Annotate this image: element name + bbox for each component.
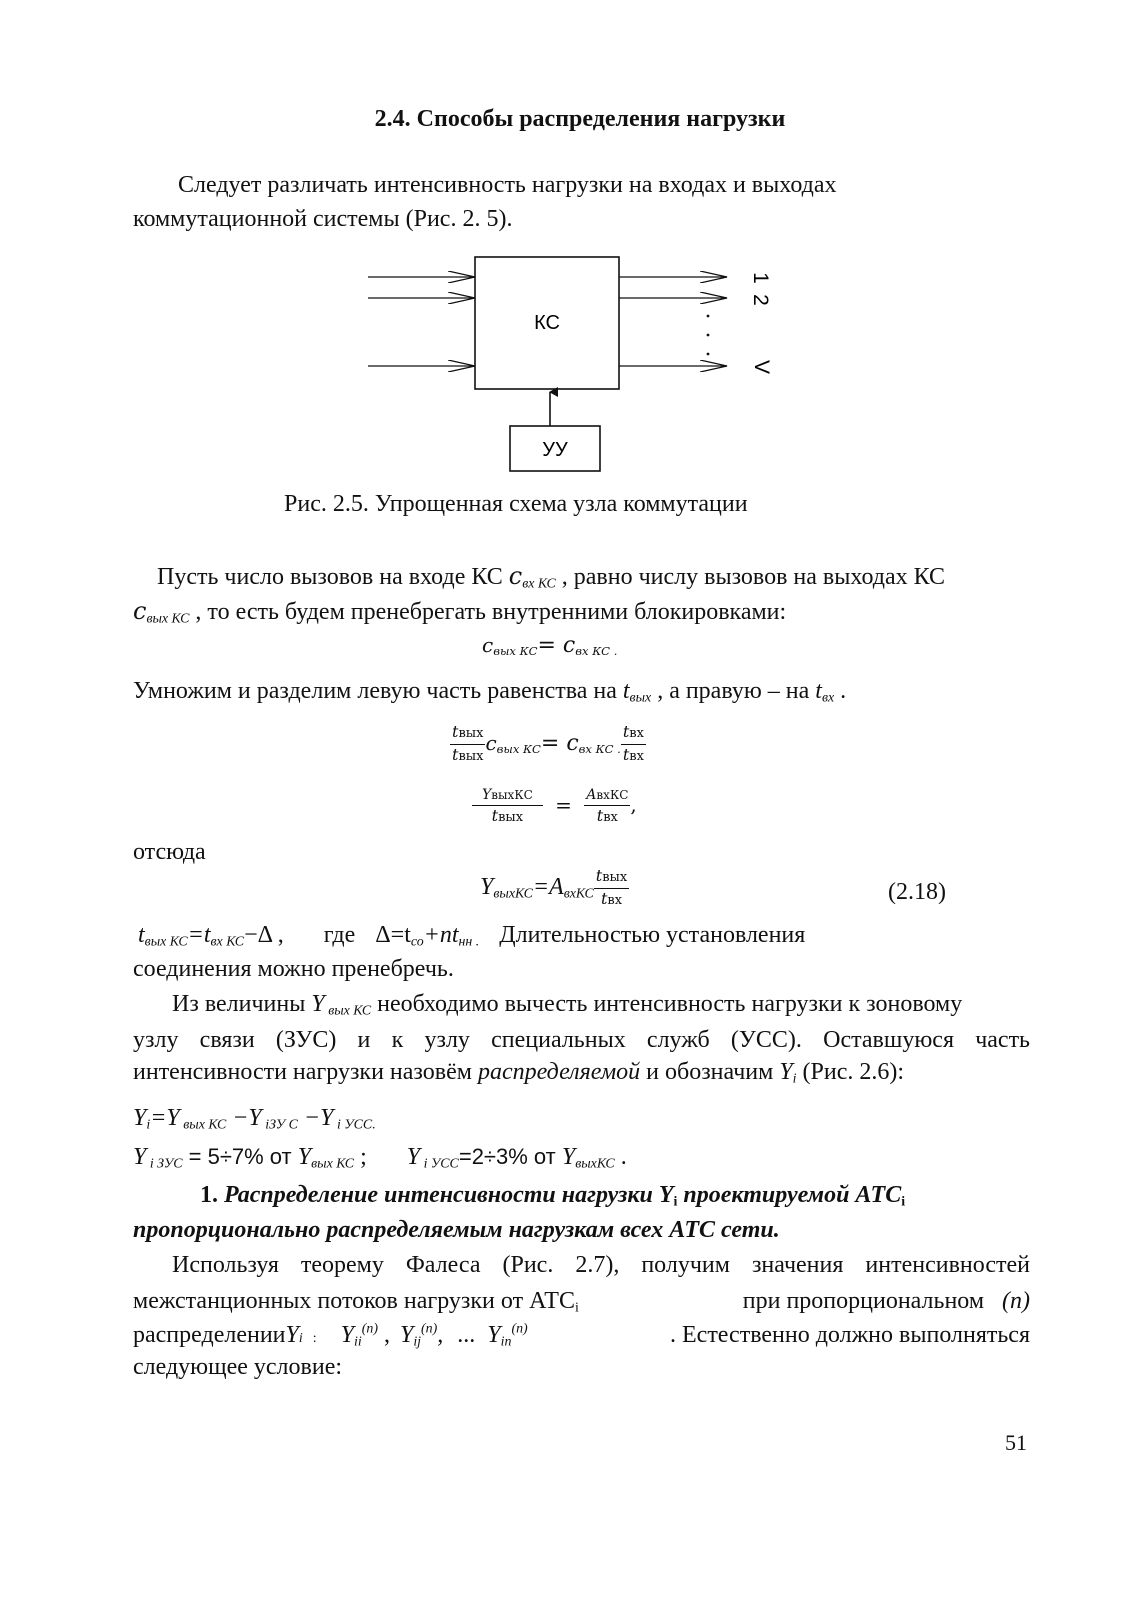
equation-2 <box>450 722 646 767</box>
subscript: КС <box>609 788 629 802</box>
subscript: i <box>574 1300 579 1316</box>
symbol: Y <box>482 787 492 803</box>
subscript: вых КС <box>324 1003 372 1019</box>
symbol: t <box>600 889 608 908</box>
equals-sign: = <box>555 792 572 817</box>
subscript: со <box>410 934 424 950</box>
para5-line-1: Используя теорему Фалеса (Рис. 2.7), получим значения интенсивностей <box>172 1252 1030 1278</box>
switching-system-label: КС <box>534 312 560 334</box>
y-in <box>487 1318 527 1352</box>
text: где <box>323 922 356 948</box>
text: Из величины <box>172 991 312 1017</box>
text: , <box>437 1322 444 1348</box>
symbol: Y <box>487 1322 501 1348</box>
text: межстанционных потоков нагрузки от АТС <box>133 1288 575 1314</box>
subscript: вых <box>629 690 652 706</box>
equation-1 <box>482 630 617 661</box>
symbol: Y <box>406 1144 421 1170</box>
subscript: вых КС <box>496 741 541 756</box>
subscript: вых <box>498 810 524 825</box>
text <box>133 1284 579 1318</box>
text: . <box>834 678 847 704</box>
emphasis: распределяемой <box>477 1059 641 1085</box>
text: (n) <box>1002 1288 1030 1314</box>
para4-line-1 <box>172 989 962 1019</box>
subscript: выхКС <box>493 886 533 902</box>
intro-line-1: Следует различать интенсивность нагрузки на входах и выходах <box>178 172 837 198</box>
equation-5 <box>133 1103 376 1133</box>
subscript: вх <box>603 810 618 825</box>
equation-6 <box>133 1142 627 1172</box>
subscript: вых КС <box>146 611 190 627</box>
fraction <box>594 866 629 911</box>
intro-line-2: коммутационной системы (Рис. 2. 5). <box>133 206 513 232</box>
subscript: вых КС <box>311 1156 355 1172</box>
method-1-heading-line-1 <box>200 1179 905 1211</box>
symbol: = c <box>537 633 576 658</box>
symbol: Y <box>285 1322 299 1348</box>
symbol: Δ=t <box>375 922 411 948</box>
symbol: Y <box>779 1059 793 1085</box>
symbol: +nt <box>423 922 459 948</box>
subscript: i ЗУС <box>146 1156 183 1172</box>
dot <box>707 353 710 356</box>
subscript: вх <box>629 749 644 764</box>
equation-3 <box>472 784 637 828</box>
symbol: t <box>452 722 459 741</box>
subscript: вых <box>458 749 484 764</box>
para5-line-3: распределении Y i : $Y_{ii}^{(n)}$ , $Y_{ij}^{(n)}$, ... $Y_{in}^{(n)}$ . Естественно должно выполняться <box>133 1318 1030 1356</box>
para4-line-3 <box>133 1057 904 1087</box>
text: . <box>614 1144 627 1170</box>
text: Умножим и разделим левую часть равенства на <box>133 678 623 704</box>
subscript: вх КС . <box>578 741 621 756</box>
subscript: ii <box>354 1334 362 1350</box>
symbol: c <box>508 562 523 590</box>
text: (Рис. 2.6): <box>796 1059 905 1085</box>
subscript: вых КС <box>493 643 538 658</box>
para2-line <box>133 676 846 706</box>
subscript: вых КС <box>179 1117 227 1133</box>
heading-number: 1. <box>200 1182 224 1208</box>
equation-4 <box>480 866 629 911</box>
symbol: c <box>482 633 494 657</box>
subscript: i УСС. <box>333 1117 376 1133</box>
y-ij <box>400 1318 443 1352</box>
symbol: t <box>622 722 630 741</box>
text: необходимо вычесть интенсивность нагрузки к зоновому <box>371 991 963 1017</box>
symbol: t <box>815 678 822 704</box>
subscript: выхКС <box>575 1156 615 1172</box>
text: интенсивности нагрузки назовём <box>133 1059 478 1085</box>
output-label-1: 1 <box>749 272 772 284</box>
para1-line-2 <box>133 596 786 627</box>
symbol: t <box>596 806 604 825</box>
output-label-v: V <box>750 359 773 375</box>
symbol: t <box>622 745 630 764</box>
subscript: i <box>673 1194 678 1210</box>
method-1-heading-line-2: пропорционально распределяемым нагрузкам всех АТС сети. <box>133 1217 780 1243</box>
subscript: нн . <box>458 934 480 950</box>
symbol: t <box>452 745 459 764</box>
superscript: (n) <box>511 1321 528 1337</box>
para5-line-4: следующее условие: <box>133 1354 343 1380</box>
symbol: Y <box>311 991 325 1017</box>
para1-line-1 <box>157 561 945 592</box>
fraction <box>450 722 485 767</box>
superscript: (n) <box>421 1321 438 1337</box>
subscript: вх КС <box>522 576 556 592</box>
para3-line-1 <box>138 920 805 950</box>
para5-line-2 <box>133 1284 1030 1318</box>
text: −Δ , <box>244 922 284 948</box>
subscript: i <box>792 1071 797 1087</box>
heading-text <box>224 1182 905 1208</box>
para3-line-2: соединения можно пренебречь. <box>133 956 454 982</box>
subscript: ij <box>413 1334 422 1350</box>
symbol: t <box>491 806 499 825</box>
subscript: iЗУ С <box>261 1117 298 1133</box>
symbol: Y <box>133 1144 147 1170</box>
fraction <box>472 784 543 828</box>
symbol: =Y <box>150 1105 180 1131</box>
delta-formula <box>375 922 479 948</box>
subscript: вх <box>596 788 610 802</box>
text: : <box>312 1331 317 1346</box>
text: , <box>383 1322 390 1348</box>
subscript: вых <box>458 726 484 741</box>
text: , равно числу вызовов на выходах КС <box>555 564 946 590</box>
uss-share <box>407 1144 627 1170</box>
comma: , <box>630 792 637 817</box>
subscript: вхКС <box>563 886 594 902</box>
symbol: Y <box>480 874 494 901</box>
text: . Естественно должно выполняться <box>670 1322 1030 1348</box>
text <box>743 1284 984 1318</box>
superscript: (n) <box>361 1321 378 1337</box>
symbol: −Y <box>297 1105 334 1131</box>
text: проектируемой АТС <box>677 1182 902 1208</box>
subscript: вых КС <box>144 934 188 950</box>
dot <box>707 315 710 318</box>
para4-line-2: узлу связи (ЗУС) и к узлу специальных служб (УСС). Оставшуюся часть <box>133 1027 1030 1053</box>
text: при пропорциональном <box>742 1288 985 1314</box>
subscript: вых <box>491 788 515 802</box>
subscript: in <box>500 1334 512 1350</box>
text: и обозначим <box>640 1059 780 1085</box>
text: , то есть будем пренебрегать внутренними блокировками: <box>189 599 787 625</box>
symbol: t <box>138 922 145 948</box>
control-unit-label: УУ <box>542 439 568 461</box>
symbol: Y <box>561 1144 576 1170</box>
symbol: A <box>586 787 597 803</box>
subscript: i УСС <box>420 1156 459 1172</box>
text: Длительностью установления <box>499 922 806 948</box>
symbol: Y <box>399 1322 414 1348</box>
dot <box>707 334 710 337</box>
symbol: =A <box>532 874 564 901</box>
equation-number: (2.18) <box>888 879 946 905</box>
subscript: вх <box>821 690 835 706</box>
section-title: 2.4. Способы распределения нагрузки <box>374 106 786 132</box>
symbol: c <box>133 597 147 625</box>
switching-node-diagram <box>360 250 790 480</box>
otsyuda: отсюда <box>133 839 206 865</box>
subscript: вых <box>602 870 628 885</box>
subscript: вх КС . <box>575 643 618 658</box>
subscript: вх <box>607 893 623 908</box>
symbol: Y <box>340 1322 354 1348</box>
figure-caption: Рис. 2.5. Упрощенная схема узла коммутации <box>284 491 748 517</box>
text: распределении <box>133 1322 286 1348</box>
output-label-2: 2 <box>749 294 772 306</box>
y-ii <box>341 1318 378 1352</box>
symbol: −Y <box>226 1105 262 1131</box>
subscript: i <box>146 1117 151 1133</box>
page-number: 51 <box>1005 1430 1027 1455</box>
subscript: вх <box>629 726 644 741</box>
subscript: КС <box>514 788 533 802</box>
fraction <box>621 722 646 767</box>
text: = 5÷7% от <box>182 1144 298 1169</box>
text: Распределение интенсивности нагрузки Y <box>224 1182 674 1208</box>
symbol: t <box>622 678 630 704</box>
symbol: = c <box>540 731 579 756</box>
text: =2÷3% от <box>458 1144 562 1169</box>
symbol: t <box>595 866 603 885</box>
fraction <box>584 784 630 828</box>
symbol: =t <box>187 922 211 948</box>
text: , а правую – на <box>651 678 816 704</box>
text: Пусть число вызовов на входе КС <box>157 564 509 590</box>
symbol: c <box>485 731 497 755</box>
subscript: i <box>901 1194 906 1210</box>
symbol: Y <box>133 1105 147 1131</box>
text: ; <box>354 1144 367 1170</box>
ellipsis: ... <box>457 1322 476 1348</box>
symbol: Y <box>297 1144 312 1170</box>
subscript: вх КС <box>210 934 245 950</box>
